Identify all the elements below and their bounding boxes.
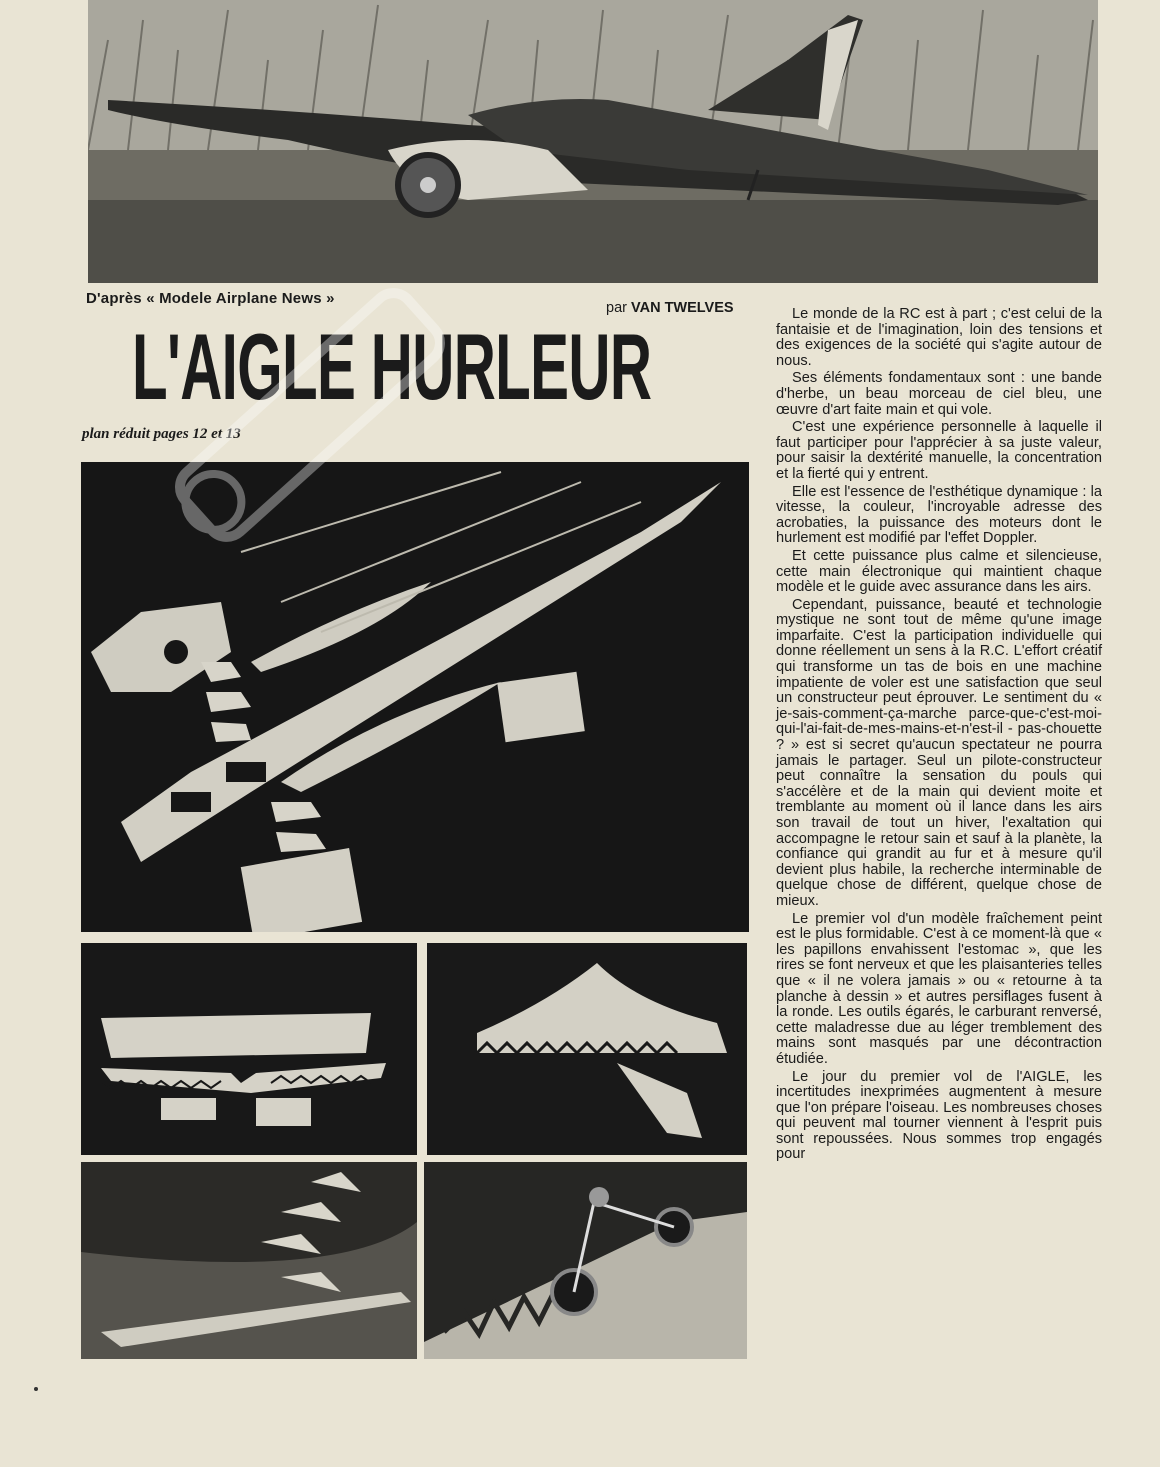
paragraph: C'est une expérience personnelle à laquelle il faut participer pour l'apprécier à sa juste valeur, pour saisir la dextérité manuelle, la concentration et la fierté qui y entrent. <box>776 419 1102 482</box>
tail-photo <box>81 1162 417 1359</box>
landing-gear-photo <box>424 1162 747 1359</box>
author-prefix: par <box>606 300 627 316</box>
page-speck <box>34 1387 38 1391</box>
paragraph: Le jour du premier vol de l'AIGLE, les incertitudes inexprimées augmentent à mesure que l'on prépare l'oiseau. Les nombreuses choses qui peuvent mal tourner viennent à l'esprit puis sont repoussées. Nous sommes trop engagés pour <box>776 1068 1102 1163</box>
hero-photo <box>88 0 1098 283</box>
plan-reference: plan réduit pages 12 et 13 <box>82 426 241 442</box>
fin-photo <box>427 943 747 1155</box>
wing-photo <box>81 943 417 1155</box>
article-title: L'AIGLE HURLEUR <box>132 314 652 419</box>
paragraph: Le monde de la RC est à part ; c'est celui de la fantaisie et de l'imagination, loin des tensions et des exigences de la société qui s'agite autour de nous. <box>776 306 1102 369</box>
paragraph: Cependant, puissance, beauté et technologie mystique ne sont tout de même qu'une image imparfaite. C'est la participation individuelle qui donne réellement un sens à la R.C. L'effort créatif qui transforme un tas de bois en une machine impatiente de voler est une satisfaction que seul un constructeur peut éprouver. Le sentiment du « je-sais-comment-ça-marche parce-que-c'est-moi-qui-l'ai-fait-de-mes-mains-et-n'est-il - pas-chouette ? » est si secret qu'aucun spectateur ne pourra jamais le partager. Seul un pilote-constructeur peut connaître la sensation du pouls qui s'accélère et de la main qui devient moite et tremblante au moment où il lance dans les airs son travail de tout un hiver, l'exaltation qui accompagne le retour sain et sauf à la planète, la confiance qui grandit au fur et à mesure qu'il devient plus habile, la recherche interminable de quelque chose de différent, quelque chose de mieux. <box>776 596 1102 909</box>
paragraph: Et cette puissance plus calme et silencieuse, cette main électronique qui maintient chaque modèle et le guide avec assurance dans les airs. <box>776 547 1102 596</box>
paragraph: Ses éléments fondamentaux sont : une bande d'herbe, un beau morceau de ciel bleu, une œuvre d'art faite main et qui vole. <box>776 370 1102 418</box>
article-body <box>776 307 1102 1165</box>
author-name: VAN TWELVES <box>631 300 734 316</box>
source-credit: D'après « Modele Airplane News » <box>86 290 335 307</box>
parts-photo <box>81 462 749 932</box>
paragraph: Elle est l'essence de l'esthétique dynamique : la vitesse, la couleur, l'incroyable adresse des acrobaties, la puissance des moteurs dont le hurlement est modifié par l'effet Doppler. <box>776 483 1102 547</box>
paragraph: Le premier vol d'un modèle fraîchement peint est le plus formidable. C'est à ce moment-là que « les papillons envahissent l'estomac », que les rires se font nerveux et que les plaisanteries telles que « il ne volera jamais » ou « retourne à ta planche à dessin » et autres persiflages fusent à la ronde. Les outils égarés, le carburant renversé, cette maladresse due au léger tremblement des mains sont masqués par une décontraction étudiée. <box>776 910 1102 1067</box>
